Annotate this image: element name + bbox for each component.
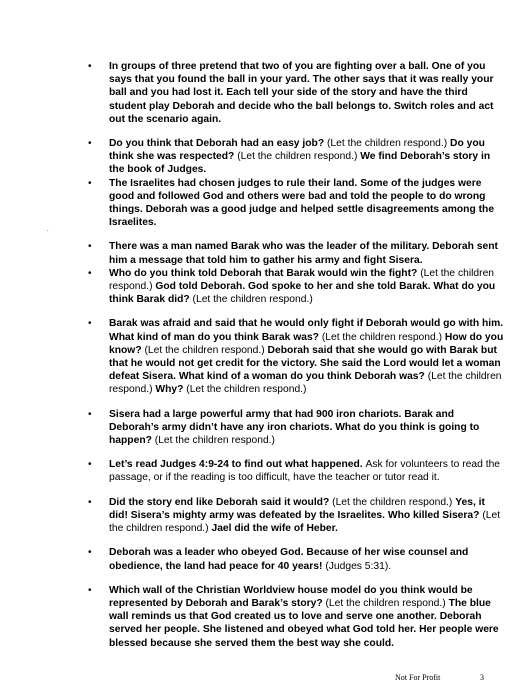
bold-text: Who do you think told Deborah that Barak would win the fight?: [109, 267, 421, 279]
bullet-icon: •: [88, 408, 92, 420]
bold-text: Why?: [155, 384, 187, 396]
list-item: [86, 408, 506, 448]
bold-text: Do you think that Deborah had an easy job?: [109, 138, 327, 150]
list-item: [86, 546, 506, 572]
instruction-text: (Let the children respond.): [109, 509, 501, 535]
bold-text: How do you know?: [109, 331, 504, 356]
bold-text: Yes, it did! Sisera’s mighty army was defeated by the Israelites. Who killed Sisera?: [109, 496, 485, 521]
bold-text: Deborah said that she would go with Barak but that he would not get credit for the victory. She said the Lord would let a woman defeat Sisera. What kind of a woman do you think Deborah was?: [109, 344, 501, 383]
bold-text: Which wall of the Christian Worldview house model do you think would be represented by Deborah and Barak’s story?: [109, 584, 473, 609]
list-item: [86, 584, 506, 650]
instruction-text: (Let the children respond.): [186, 384, 307, 396]
bullet-icon: •: [88, 318, 92, 330]
list-item: [86, 496, 506, 536]
bold-text: There was a man named Barak who was the leader of the military. Deborah sent him a message that told him to gather his army and fight Sisera.: [109, 241, 498, 266]
instruction-text: (Let the children respond.): [237, 151, 361, 163]
instruction-text: (Let the children respond.): [326, 138, 451, 150]
instruction-text: (Let the children respond.): [321, 331, 445, 343]
instruction-text: (Let the children respond.): [332, 496, 456, 508]
bold-text: God told Deborah. God spoke to her and she told Barak. What do you think Barak did?: [109, 281, 496, 306]
lesson-bullet-list: [86, 60, 506, 650]
bold-text: Let’s read Judges 4:9-24 to find out what happened.: [109, 459, 366, 471]
bullet-icon: •: [88, 61, 92, 72]
list-item: [86, 267, 506, 307]
list-item: [86, 240, 506, 266]
instruction-text: Ask for volunteers to read the passage, or if the reading is too difficult, have the teacher or tutor read it.: [109, 459, 501, 484]
instruction-text: (Let the children respond.): [109, 267, 495, 293]
instruction-text: (Let the children respond.): [325, 597, 449, 609]
bold-text: Did the story end like Deborah said it would?: [109, 496, 333, 508]
instruction-text: (Let the children respond.): [144, 344, 268, 356]
bold-text: Barak was afraid and said that he would only fight if Deborah would go with him. What kind of man do you think Barak was?: [109, 318, 504, 343]
list-item: [86, 458, 506, 484]
bold-text: Do you think she was respected?: [109, 138, 485, 163]
bold-text: The blue wall reminds us that God created us to love and serve one another. Deborah served her people. She listened and obeyed what God told her. Her people were blessed because she served them the best way she could.: [109, 597, 499, 649]
page-number: 3: [480, 673, 484, 682]
bullet-icon: •: [88, 138, 92, 150]
bullet-icon: •: [88, 496, 92, 508]
bold-text: Deborah was a leader who obeyed God. Because of her wise counsel and obedience, the land had peace for 40 years!: [109, 547, 469, 572]
stray-mark: .: [47, 227, 49, 233]
bullet-icon: •: [88, 459, 92, 471]
list-item: [86, 137, 506, 177]
bold-text: We find Deborah’s story in the book of Judges.: [109, 151, 491, 176]
bullet-icon: •: [88, 547, 92, 559]
bold-text: Jael did the wife of Heber.: [211, 523, 338, 535]
list-item: [86, 60, 506, 126]
bold-text: The Israelites had chosen judges to rule their land. Some of the judges were good and followed God and others were bad and told the people to do wrong things. Deborah was a good judge and helped settle disagreements among the Israelites.: [109, 177, 495, 229]
instruction-text: (Let the children respond.): [192, 294, 313, 306]
bullet-icon: •: [88, 177, 92, 189]
list-item: [86, 317, 506, 396]
list-item: [86, 177, 506, 230]
bullet-icon: •: [88, 267, 92, 279]
instruction-text: (Let the children respond.): [154, 435, 275, 447]
bold-text: Sisera had a large powerful army that had 900 iron chariots. Barak and Deborah’s army didn’t have any iron chariots. What do you think is going to happen?: [109, 408, 480, 447]
instruction-text: (Judges 5:31).: [325, 560, 392, 572]
bold-text: In groups of three pretend that two of you are fighting over a ball. One of you says that you found the ball in your yard. The other says that it was really your ball and you had lost it. Each tell your side of the story and have the third student play Deborah and decide who the ball belongs to. Switch roles and act out the scenario again.: [109, 61, 494, 125]
footer-label: Not For Profit: [395, 673, 441, 682]
bullet-icon: •: [88, 584, 92, 596]
instruction-text: (Let the children respond.): [109, 371, 502, 396]
bullet-icon: •: [88, 241, 92, 253]
